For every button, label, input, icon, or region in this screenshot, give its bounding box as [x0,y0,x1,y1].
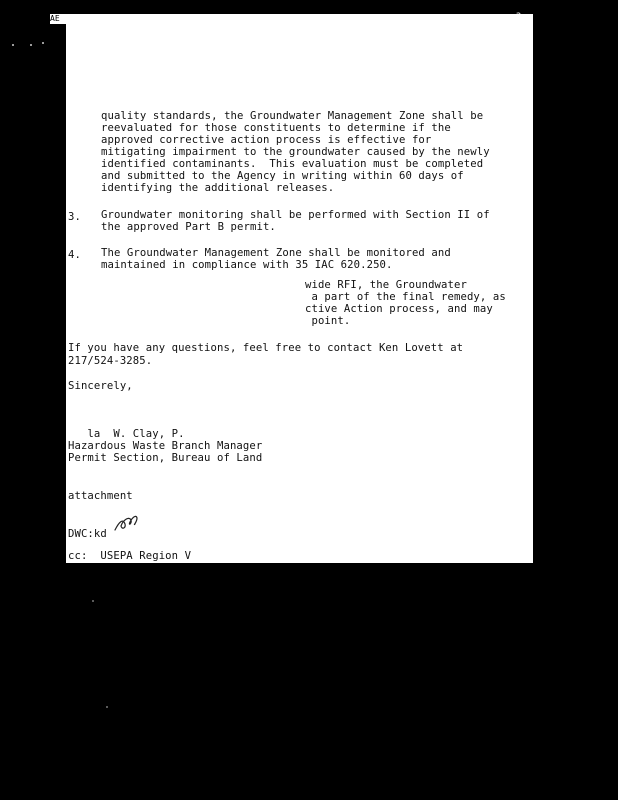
scan-speck [12,44,14,46]
paragraph-line: identifying the additional releases. [101,182,335,194]
attachment-note: attachment [68,490,133,502]
contact-line: If you have any questions, feel free to contact Ken Lovett at [68,342,464,354]
scan-speck [92,600,94,602]
paragraph-line: approved corrective action process is effective for [101,134,432,146]
scan-corner-label: AE [50,14,66,24]
closing: Sincerely, [68,380,133,392]
item-line: Groundwater monitoring shall be performed with Section II of [101,209,490,221]
handwritten-initials-icon [113,512,139,534]
item-number: 3. [68,211,81,223]
scan-noise [12,44,52,48]
signature-name: la W. Clay, P. [68,428,185,440]
scan-speck [106,706,108,708]
item-line: The Groundwater Management Zone shall be monitored and [101,247,451,259]
paragraph-line: and submitted to the Agency in writing within 60 days of [101,170,464,182]
signature-section: Permit Section, Bureau of Land [68,452,263,464]
contact-line: 217/524-3285. [68,355,153,367]
scan-speck [42,42,44,44]
item-number: 4. [68,249,81,261]
paragraph-line: reevaluated for those constituents to determine if the [101,122,451,134]
paragraph-line: identified contaminants. This evaluation must be completed [101,158,484,170]
item-line: the approved Part B permit. [101,221,276,233]
item-line: maintained in compliance with 35 IAC 620.250. [101,259,393,271]
letter-body [66,14,533,563]
fragment-line: ctive Action process, and may [305,303,493,315]
signature-title: Hazardous Waste Branch Manager [68,440,263,452]
document-page [66,14,533,563]
cc-line: cc: USEPA Region V [68,550,192,562]
fragment-line: wide RFI, the Groundwater [305,279,467,291]
paragraph-line: mitigating impairment to the groundwater caused by the newly [101,146,490,158]
fragment-line: a part of the final remedy, as [305,291,506,303]
typist-initials: DWC:kd [68,528,107,540]
paragraph-line: quality standards, the Groundwater Management Zone shall be [101,110,484,122]
fragment-line: point. [305,315,351,327]
scan-speck [30,44,32,46]
